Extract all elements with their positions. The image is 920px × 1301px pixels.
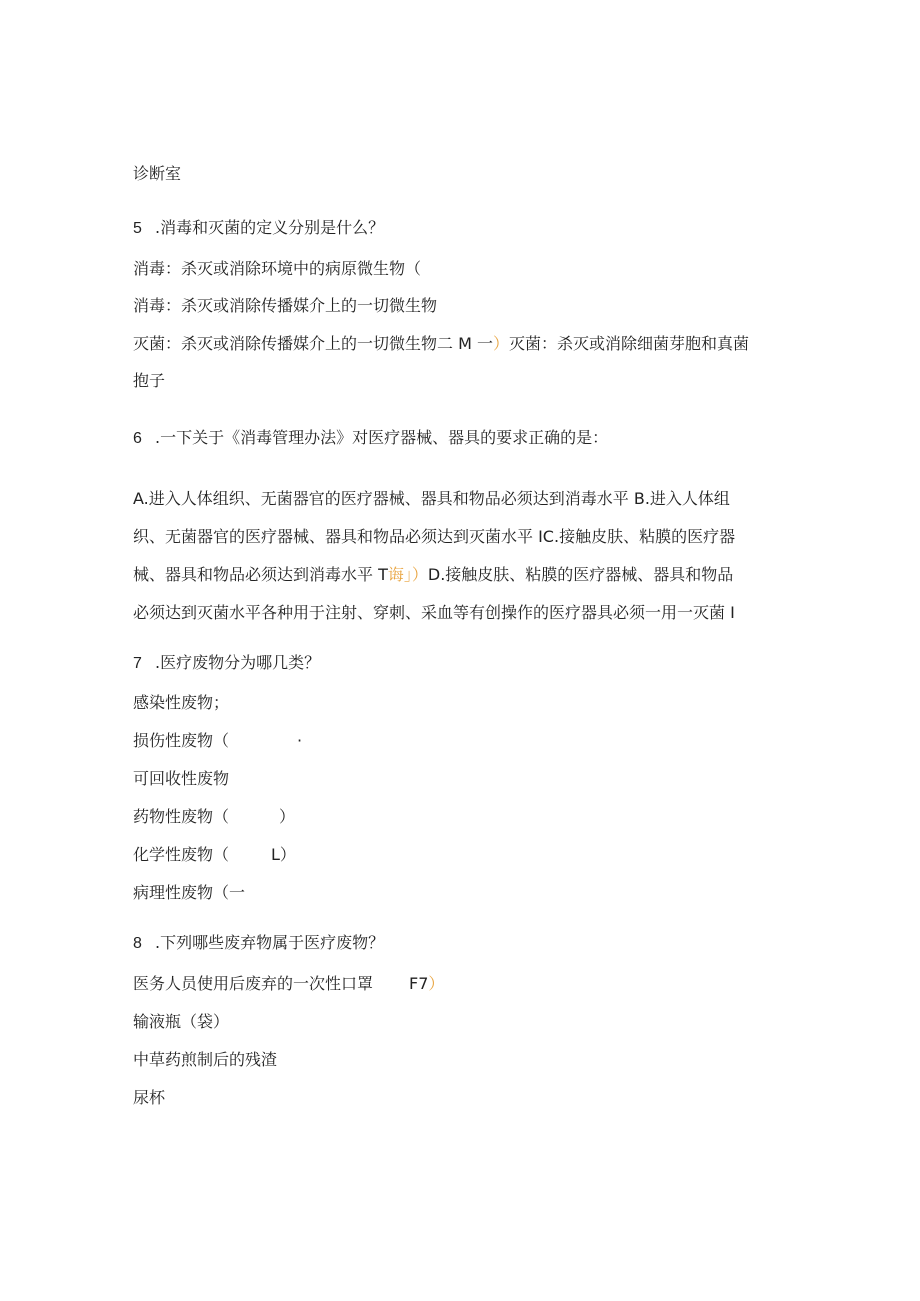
answer-7-item-4-mark: ） — [279, 807, 296, 826]
answer-8-item-1 — [133, 974, 444, 994]
answer-7-item-6 — [133, 883, 245, 903]
answer-6-line-3-tail: D.接触皮肤、粘膜的医疗器械、器具和物品 — [427, 565, 734, 584]
question-6-title — [133, 428, 608, 449]
answer-5-line-4 — [133, 371, 165, 391]
answer-7-item-1-text: 感染性废物； — [133, 693, 230, 712]
question-8-text: .下列哪些废弃物属于医疗废物？ — [155, 933, 385, 952]
answer-8-item-4-text: 尿杯 — [133, 1088, 166, 1107]
answer-8-item-3-text: 中草药煎制后的残渣 — [133, 1050, 278, 1069]
header-fragment-text: 诊断室 — [133, 164, 182, 183]
question-8-title — [133, 933, 384, 954]
answer-6-annotation-mark: 诲」） — [387, 565, 428, 584]
answer-7-item-5-mark: L） — [271, 845, 296, 864]
question-5-number: 5 — [133, 220, 142, 237]
answer-6-line-3-text: 械、器具和物品必须达到消毒水平 T — [133, 565, 388, 584]
answer-7-item-3 — [133, 769, 229, 789]
answer-8-item-1-code: F7 — [409, 974, 429, 993]
answer-5-line-3-text: 灭菌：杀灭或消除传播媒介上的一切微生物二 M 一 — [133, 334, 493, 353]
answer-7-item-5 — [133, 845, 296, 865]
question-5-title — [133, 218, 384, 239]
answer-8-item-2-text: 输液瓶（袋） — [133, 1012, 230, 1031]
answer-5-line-1-text: 消毒：杀灭或消除环境中的病原微生物（ — [133, 259, 422, 278]
answer-8-item-4 — [133, 1088, 165, 1108]
answer-5-line-2-text: 消毒：杀灭或消除传播媒介上的一切微生物 — [133, 296, 438, 315]
answer-6-line-4-text: 必须达到灭菌水平各种用于注射、穿刺、采血等有创操作的医疗器具必须一用一灭菌 I — [133, 603, 735, 622]
question-6-number: 6 — [133, 430, 142, 447]
answer-8-annotation-mark: ） — [428, 974, 445, 993]
answer-7-item-4 — [133, 807, 295, 827]
answer-7-item-4-text: 药物性废物（ — [133, 807, 230, 826]
answer-7-item-2-mark: · — [297, 731, 303, 750]
answer-8-item-3 — [133, 1050, 277, 1070]
answer-8-item-2 — [133, 1012, 229, 1032]
answer-5-line-2 — [133, 296, 437, 316]
question-6-text: .一下关于《消毒管理办法》对医疗器械、器具的要求正确的是： — [155, 428, 609, 447]
answer-5-line-4-text: 抱子 — [133, 371, 166, 390]
answer-5-annotation-mark: ） — [492, 334, 509, 353]
header-fragment — [133, 164, 181, 184]
answer-7-item-3-text: 可回收性废物 — [133, 769, 230, 788]
answer-5-line-3 — [133, 334, 749, 354]
answer-7-item-2-text: 损伤性废物（ — [133, 731, 230, 750]
answer-7-item-1 — [133, 693, 229, 713]
question-5-text: .消毒和灭菌的定义分别是什么？ — [155, 218, 385, 237]
answer-8-item-1-text: 医务人员使用后废弃的一次性口罩 — [133, 974, 374, 993]
answer-6-line-2 — [133, 527, 735, 547]
question-7-title — [133, 653, 320, 674]
answer-6-line-1 — [133, 489, 730, 509]
answer-7-item-6-text: 病理性废物（一 — [133, 883, 246, 902]
answer-7-item-5-text: 化学性废物（ — [133, 845, 230, 864]
answer-6-line-4 — [133, 603, 735, 623]
answer-7-item-2 — [133, 731, 302, 751]
answer-6-line-2-text: 织、无菌器官的医疗器械、器具和物品必须达到灭菌水平 IC.接触皮肤、粘膜的医疗器 — [133, 527, 736, 546]
answer-5-line-3-tail: 灭菌：杀灭或消除细菌芽胞和真菌 — [509, 334, 750, 353]
question-8-number: 8 — [133, 935, 142, 952]
answer-5-line-1 — [133, 259, 421, 279]
question-7-text: .医疗废物分为哪几类？ — [155, 653, 321, 672]
answer-6-line-1-text: A.进入人体组织、无菌器官的医疗器械、器具和物品必须达到消毒水平 B.进入人体组 — [133, 489, 730, 508]
question-7-number: 7 — [133, 655, 142, 672]
answer-6-line-3 — [133, 565, 733, 585]
